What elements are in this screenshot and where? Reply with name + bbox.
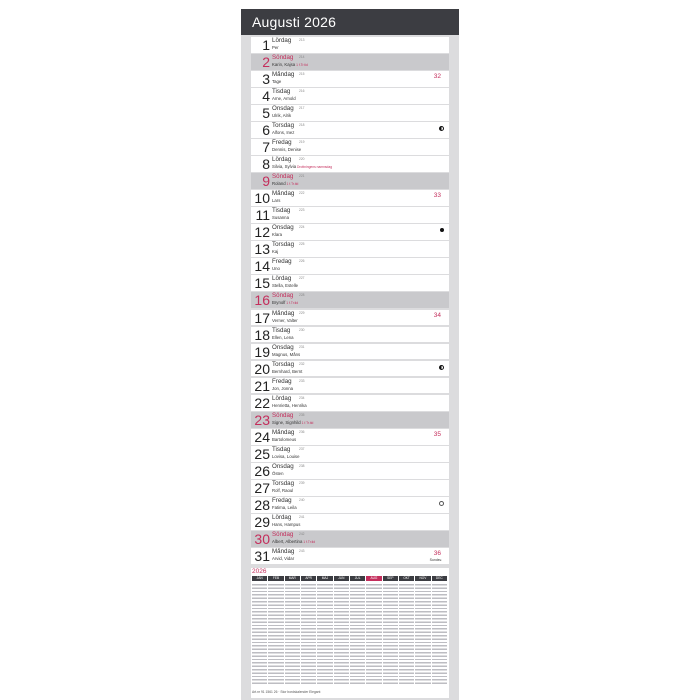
weekday-name: Söndag bbox=[272, 530, 294, 538]
day-of-year: 239 bbox=[299, 480, 305, 485]
day-row bbox=[251, 344, 449, 360]
day-of-year: 243 bbox=[299, 548, 305, 553]
year-overview bbox=[251, 568, 449, 698]
week-number: 32 bbox=[433, 73, 441, 81]
day-number: 31 bbox=[254, 547, 270, 564]
month-column bbox=[432, 576, 447, 686]
weekday-name: Tisdag bbox=[272, 445, 291, 453]
weekday-name: Söndag bbox=[272, 411, 294, 419]
name-day-names: Bernhard, Bernt bbox=[272, 368, 303, 374]
calendar-panel bbox=[241, 9, 459, 700]
product-footer: Art.nr 91 1561 26 · Stor bordskalender Elegant bbox=[252, 690, 321, 694]
flag-day-note: 1 f.Tr.tid bbox=[295, 63, 308, 68]
weekday-name: Måndag bbox=[272, 71, 295, 79]
day-of-year: 240 bbox=[299, 497, 305, 502]
day-row bbox=[251, 71, 449, 87]
weekday-name: Torsdag bbox=[272, 122, 295, 130]
day-of-year: 232 bbox=[299, 361, 305, 366]
name-day-names: Dennis, Denise bbox=[272, 147, 302, 153]
weekday-name: Torsdag bbox=[272, 360, 295, 368]
month-abbrev: APR bbox=[301, 576, 316, 581]
name-day-names: Ellen, Lena bbox=[272, 334, 294, 340]
day-of-year: 233 bbox=[299, 378, 305, 383]
day-row bbox=[251, 497, 449, 513]
day-of-year: 224 bbox=[299, 225, 305, 230]
weekday-name: Söndag bbox=[272, 54, 294, 62]
month-day-lines bbox=[432, 582, 447, 686]
day-row bbox=[251, 412, 449, 428]
day-of-year: 214 bbox=[299, 55, 305, 60]
day-number: 4 bbox=[262, 88, 270, 104]
day-number: 16 bbox=[254, 292, 270, 309]
weekday-name: Onsdag bbox=[272, 462, 294, 470]
name-day-names: Klara bbox=[272, 232, 283, 238]
day-row bbox=[251, 292, 449, 308]
name-day-names: Arne, Arnold bbox=[272, 96, 296, 102]
week-number: 33 bbox=[433, 192, 441, 200]
day-row bbox=[251, 190, 449, 206]
weekday-name: Lördag bbox=[272, 156, 292, 164]
weekday-name: Torsdag bbox=[272, 479, 295, 487]
day-row bbox=[251, 531, 449, 547]
day-list bbox=[251, 37, 449, 565]
moon-phase-icon bbox=[439, 365, 444, 370]
week-number: 35 bbox=[433, 430, 441, 438]
day-number: 27 bbox=[254, 479, 270, 496]
week-number: 36 bbox=[433, 549, 441, 557]
day-row bbox=[251, 327, 449, 343]
day-of-year: 225 bbox=[299, 242, 305, 247]
weekday-name: Torsdag bbox=[272, 241, 295, 249]
month-abbrev: MAR bbox=[285, 576, 300, 581]
weekday-name: Måndag bbox=[272, 309, 295, 317]
name-day-names: Arvid, Vidar bbox=[272, 555, 295, 561]
name-day-names: Uno bbox=[272, 266, 280, 272]
weekday-name: Fredag bbox=[272, 496, 292, 504]
weekday-name: Tisdag bbox=[272, 207, 291, 215]
name-day-names: Per bbox=[272, 45, 279, 50]
day-of-year: 219 bbox=[299, 140, 305, 145]
day-number: 23 bbox=[254, 411, 270, 428]
month-abbrev: DEC bbox=[432, 576, 447, 581]
month-abbrev: FEB bbox=[268, 576, 283, 581]
day-of-year: 230 bbox=[299, 327, 305, 332]
day-number: 8 bbox=[262, 156, 270, 173]
day-row bbox=[251, 105, 449, 121]
day-number: 9 bbox=[262, 173, 270, 190]
month-day-lines bbox=[366, 582, 381, 686]
month-column bbox=[334, 576, 349, 686]
weekday-name: Onsdag bbox=[272, 224, 294, 232]
day-row bbox=[251, 173, 449, 189]
name-day-names: Magnus, Måns bbox=[272, 351, 301, 357]
month-day-lines bbox=[301, 582, 316, 686]
day-number: 10 bbox=[254, 190, 270, 207]
month-column bbox=[415, 576, 430, 686]
month-abbrev: JUN bbox=[334, 576, 349, 581]
weekday-name: Fredag bbox=[272, 258, 292, 266]
month-day-lines bbox=[268, 582, 283, 686]
month-day-lines bbox=[415, 582, 430, 686]
day-number: 14 bbox=[254, 258, 270, 275]
month-abbrev: JUL bbox=[350, 576, 365, 581]
day-of-year: 213 bbox=[299, 38, 305, 42]
day-of-year: 223 bbox=[299, 208, 305, 213]
weekday-name: Onsdag bbox=[272, 343, 294, 351]
day-row bbox=[251, 122, 449, 138]
month-column bbox=[268, 576, 283, 686]
day-number: 3 bbox=[262, 71, 270, 87]
month-column bbox=[285, 576, 300, 686]
day-number: 12 bbox=[254, 224, 270, 241]
day-row bbox=[251, 156, 449, 172]
day-row bbox=[251, 241, 449, 257]
day-of-year: 242 bbox=[299, 531, 305, 536]
flag-day-note: 1 f.Tr.tid bbox=[285, 182, 299, 187]
moon-phase-icon bbox=[440, 228, 444, 232]
day-row bbox=[251, 548, 449, 564]
day-of-year: 231 bbox=[299, 344, 305, 349]
day-number: 25 bbox=[254, 445, 270, 462]
flag-day-note: 1 f.Tr.tid bbox=[302, 539, 316, 544]
name-day-names: Karin, Kajsa 1 f.Tr.tid bbox=[272, 62, 308, 68]
day-row bbox=[251, 37, 449, 53]
month-column bbox=[366, 576, 381, 686]
month-column bbox=[301, 576, 316, 686]
month-abbrev: MAJ bbox=[317, 576, 332, 581]
weekday-name: Onsdag bbox=[272, 105, 294, 113]
weekday-name: Måndag bbox=[272, 428, 295, 436]
day-row bbox=[251, 446, 449, 462]
weekday-name: Lördag bbox=[272, 275, 292, 283]
day-row bbox=[251, 463, 449, 479]
name-day-names: Stella, Estelle bbox=[272, 283, 299, 289]
month-day-lines bbox=[350, 582, 365, 686]
day-row bbox=[251, 310, 449, 326]
month-abbrev: SEP bbox=[383, 576, 398, 581]
month-column bbox=[350, 576, 365, 686]
day-row bbox=[251, 258, 449, 274]
day-number: 24 bbox=[254, 428, 270, 445]
day-number: 20 bbox=[254, 360, 270, 377]
name-day-names: Susanna bbox=[272, 215, 289, 221]
flag-day-note: 1 f.Tr.tid bbox=[285, 301, 299, 306]
day-number: 13 bbox=[254, 241, 270, 258]
name-day-names: Lovisa, Louise bbox=[272, 453, 300, 459]
month-day-lines bbox=[334, 582, 349, 686]
day-row bbox=[251, 395, 449, 411]
month-column bbox=[399, 576, 414, 686]
flag-day-note: Drottningens namnsdag bbox=[296, 165, 333, 170]
name-day-names: Silvia, Sylvia Drottningens namnsdag bbox=[272, 164, 333, 170]
weekday-name: Lördag bbox=[272, 394, 292, 402]
name-day-names: Lars bbox=[272, 198, 281, 204]
day-row bbox=[251, 54, 449, 70]
month-title: Augusti 2026 bbox=[252, 14, 337, 30]
name-day-names: Signe, Signhild 1 f.Tr.tid bbox=[272, 419, 314, 425]
day-of-year: 218 bbox=[299, 123, 305, 128]
weekday-name: Fredag bbox=[272, 139, 292, 147]
name-day-names: Bartolomeus bbox=[272, 436, 297, 442]
day-row bbox=[251, 514, 449, 530]
day-row bbox=[251, 480, 449, 496]
day-of-year: 236 bbox=[299, 429, 305, 434]
month-abbrev: JAN bbox=[252, 576, 267, 581]
day-number: 6 bbox=[262, 122, 270, 138]
name-day-names: Kaj bbox=[272, 249, 279, 255]
name-day-names: Albert, Albertina 1 f.Tr.tid bbox=[272, 538, 316, 544]
month-column bbox=[383, 576, 398, 686]
day-number: 1 bbox=[262, 37, 270, 53]
day-number: 11 bbox=[255, 207, 270, 224]
day-number: 28 bbox=[254, 496, 270, 513]
day-row bbox=[251, 139, 449, 155]
day-of-year: 217 bbox=[299, 106, 305, 111]
day-of-year: 226 bbox=[299, 259, 305, 264]
month-abbrev: NOV bbox=[415, 576, 430, 581]
day-number: 19 bbox=[254, 343, 270, 360]
name-day-names: Rolf, Raoul bbox=[272, 487, 294, 493]
month-abbrev: AUG bbox=[366, 576, 381, 581]
day-of-year: 227 bbox=[299, 276, 305, 281]
moon-phase-icon bbox=[439, 501, 444, 506]
month-day-lines bbox=[383, 582, 398, 686]
day-of-year: 216 bbox=[299, 89, 305, 94]
weekday-name: Lördag bbox=[272, 513, 292, 521]
month-column bbox=[252, 576, 267, 686]
day-row bbox=[251, 224, 449, 240]
name-day-names: Verner, Valter bbox=[272, 317, 298, 323]
day-number: 7 bbox=[262, 139, 270, 156]
day-row bbox=[251, 207, 449, 223]
name-day-names: Tage bbox=[272, 79, 282, 85]
name-day-names: Roland 1 f.Tr.tid bbox=[272, 181, 299, 187]
day-of-year: 228 bbox=[299, 293, 305, 298]
day-row bbox=[251, 275, 449, 291]
weekday-name: Måndag bbox=[272, 190, 295, 198]
day-of-year: 221 bbox=[299, 174, 305, 179]
name-day-names: Jon, Jonna bbox=[272, 385, 294, 391]
weekday-name: Lördag bbox=[272, 37, 292, 44]
name-day-names: Fatima, Leila bbox=[272, 504, 297, 510]
week-number: 34 bbox=[433, 311, 441, 319]
name-day-names: Alfons, Inez bbox=[272, 130, 295, 136]
day-number: 18 bbox=[254, 326, 270, 343]
name-day-names: Brynolf 1 f.Tr.tid bbox=[272, 300, 299, 306]
weekday-name: Söndag bbox=[272, 292, 294, 300]
name-day-names: Hans, Hampus bbox=[272, 521, 301, 527]
day-of-year: 241 bbox=[299, 514, 305, 519]
day-number: 22 bbox=[254, 394, 270, 411]
day-of-year: 220 bbox=[299, 157, 305, 162]
day-row bbox=[251, 429, 449, 445]
day-of-year: 238 bbox=[299, 463, 305, 468]
day-of-year: 229 bbox=[299, 310, 305, 315]
day-number: 26 bbox=[254, 462, 270, 479]
weekday-name: Måndag bbox=[272, 547, 295, 555]
month-header bbox=[241, 9, 459, 35]
weekday-name: Tisdag bbox=[272, 88, 291, 96]
year-label: 2026 bbox=[252, 568, 267, 575]
day-number: 21 bbox=[254, 377, 270, 394]
month-day-lines bbox=[317, 582, 332, 686]
weekday-name: Fredag bbox=[272, 377, 292, 385]
day-number: 29 bbox=[254, 513, 270, 530]
day-number: 5 bbox=[262, 105, 270, 121]
day-row bbox=[251, 361, 449, 377]
day-number: 17 bbox=[254, 309, 270, 326]
week-note: Sundsv. bbox=[429, 557, 442, 562]
day-number: 2 bbox=[262, 54, 270, 70]
name-day-names: Östen bbox=[272, 470, 284, 476]
day-of-year: 235 bbox=[299, 412, 305, 417]
day-of-year: 234 bbox=[299, 395, 305, 400]
name-day-names: Ulrik, Alrik bbox=[272, 113, 292, 119]
name-day-names: Henrietta, Henrika bbox=[272, 402, 307, 408]
weekday-name: Söndag bbox=[272, 173, 294, 181]
month-column bbox=[317, 576, 332, 686]
day-of-year: 237 bbox=[299, 446, 305, 451]
month-day-lines bbox=[285, 582, 300, 686]
day-row bbox=[251, 88, 449, 104]
month-day-lines bbox=[399, 582, 414, 686]
day-number: 30 bbox=[254, 530, 270, 547]
day-row bbox=[251, 378, 449, 394]
moon-phase-icon bbox=[439, 126, 444, 131]
day-of-year: 222 bbox=[299, 191, 305, 196]
day-number: 15 bbox=[254, 275, 270, 292]
month-day-lines bbox=[252, 582, 267, 686]
weekday-name: Tisdag bbox=[272, 326, 291, 334]
month-abbrev: OKT bbox=[399, 576, 414, 581]
month-columns bbox=[252, 576, 448, 686]
flag-day-note: 1 f.Tr.tid bbox=[300, 420, 314, 425]
day-of-year: 215 bbox=[299, 72, 305, 77]
